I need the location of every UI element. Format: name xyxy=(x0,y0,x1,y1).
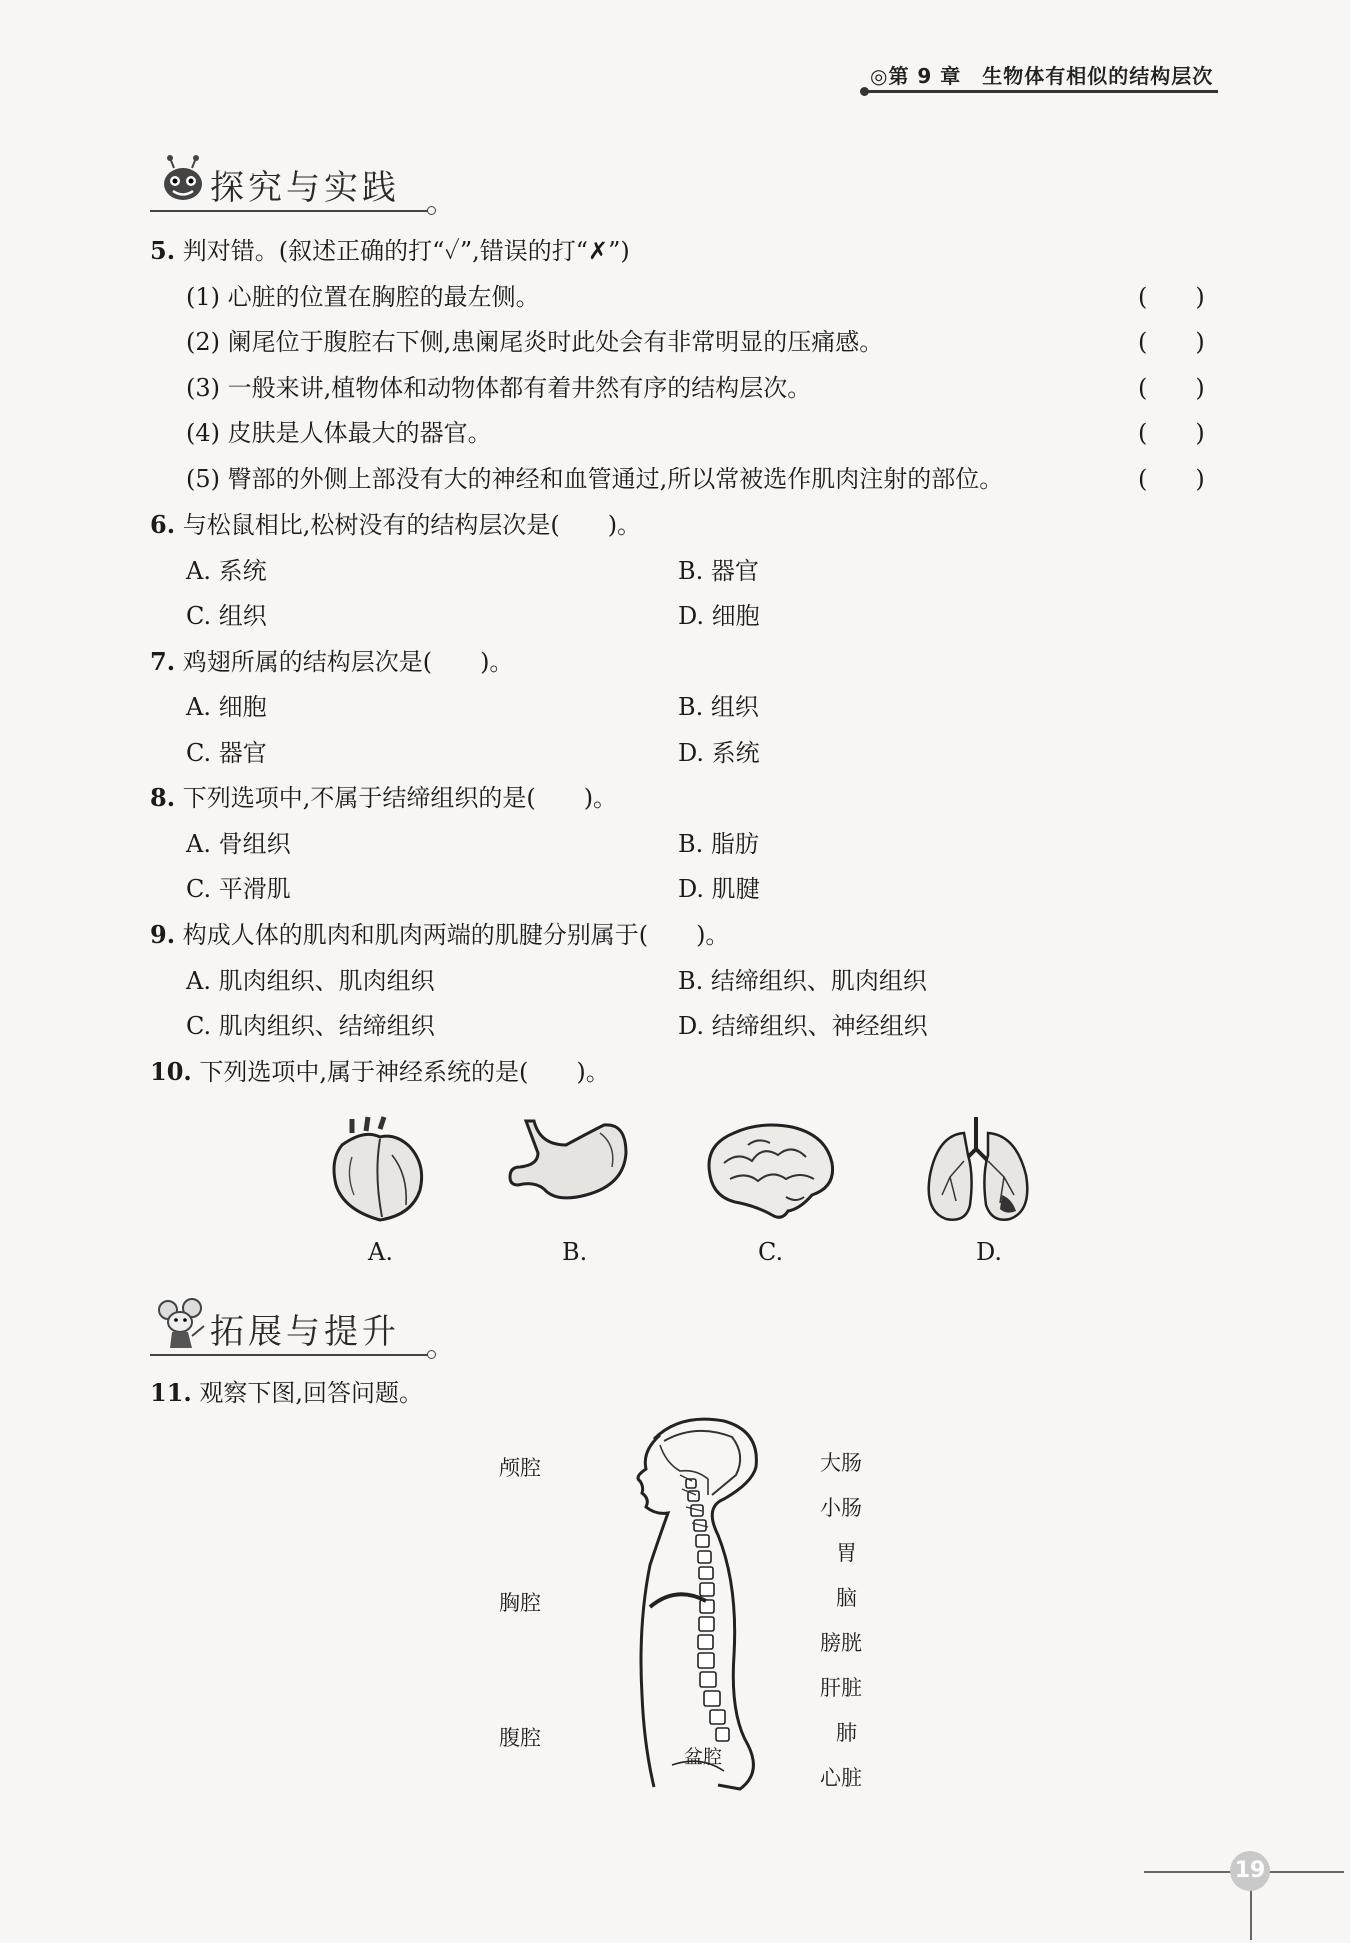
chapter-header: ◎第 9 章 生物体有相似的结构层次 xyxy=(870,64,1214,88)
section-rule xyxy=(150,210,428,212)
organ-label-a: A. xyxy=(368,1238,393,1266)
q5-answer-2[interactable]: ( ) xyxy=(1138,328,1205,356)
q5-answer-3[interactable]: ( ) xyxy=(1138,374,1205,402)
organ-option-lungs[interactable]: 肺 xyxy=(836,1721,857,1745)
q5-answer-5[interactable]: ( ) xyxy=(1138,465,1205,493)
page-number: 19 xyxy=(1230,1851,1270,1891)
q6-option-a[interactable]: A. 系统 xyxy=(186,557,267,585)
stomach-icon[interactable] xyxy=(504,1115,630,1215)
label-pelvic-cavity: 盆腔 xyxy=(684,1746,723,1768)
q7-option-b[interactable]: B. 组织 xyxy=(678,693,759,721)
q11-stem xyxy=(150,1378,423,1408)
q5-item-3: (3) 一般来讲,植物体和动物体都有着井然有序的结构层次。 xyxy=(186,374,812,402)
section-title-explore: 探究与实践 xyxy=(210,168,400,208)
q7-option-a[interactable]: A. 细胞 xyxy=(186,693,267,721)
q5-answer-1[interactable]: ( ) xyxy=(1138,283,1205,311)
heart-icon[interactable] xyxy=(322,1115,428,1225)
section-banner-extend xyxy=(150,1294,450,1364)
q9-option-d[interactable]: D. 结缔组织、神经组织 xyxy=(678,1012,928,1040)
q10-text: 下列选项中,属于神经系统的是( )。 xyxy=(199,1058,610,1086)
q8-option-a[interactable]: A. 骨组织 xyxy=(186,830,291,858)
q8-number: 8. xyxy=(150,783,176,812)
q6-option-b[interactable]: B. 器官 xyxy=(678,557,759,585)
q5-item-5: (5) 臀部的外侧上部没有大的神经和血管通过,所以常被选作肌肉注射的部位。 xyxy=(186,465,1004,493)
q9-option-b[interactable]: B. 结缔组织、肌肉组织 xyxy=(678,967,927,995)
q9-option-a[interactable]: A. 肌肉组织、肌肉组织 xyxy=(186,967,435,995)
q5-text: 判对错。(叙述正确的打“✓”,错误的打“✗”) xyxy=(182,237,630,265)
q10-stem xyxy=(150,1057,610,1087)
q7-number: 7. xyxy=(150,647,176,676)
q7-option-c[interactable]: C. 器官 xyxy=(186,739,267,767)
label-abdominal-cavity: 腹腔 xyxy=(499,1726,541,1750)
body-cavity-figure xyxy=(620,1415,770,1795)
brain-icon[interactable] xyxy=(700,1115,840,1225)
q6-option-d[interactable]: D. 细胞 xyxy=(678,602,760,630)
q8-option-b[interactable]: B. 脂肪 xyxy=(678,830,759,858)
q8-option-d[interactable]: D. 肌腱 xyxy=(678,875,760,903)
organ-option-liver[interactable]: 肝脏 xyxy=(820,1676,862,1700)
organ-label-b: B. xyxy=(562,1238,588,1266)
organ-option-stomach[interactable]: 胃 xyxy=(836,1541,857,1565)
q5-stem xyxy=(150,236,630,266)
organ-label-d: D. xyxy=(976,1238,1003,1266)
q7-option-d[interactable]: D. 系统 xyxy=(678,739,760,767)
q11-number: 11. xyxy=(150,1378,192,1407)
label-thoracic-cavity: 胸腔 xyxy=(499,1591,541,1615)
q7-text: 鸡翅所属的结构层次是( )。 xyxy=(182,648,514,676)
q6-number: 6. xyxy=(150,510,176,539)
q9-text: 构成人体的肌肉和肌肉两端的肌腱分别属于( )。 xyxy=(182,921,730,949)
q9-stem xyxy=(150,920,729,950)
q5-item-1: (1) 心脏的位置在胸腔的最左侧。 xyxy=(186,283,540,311)
mouse-mascot-icon xyxy=(158,1298,208,1352)
q5-answer-4[interactable]: ( ) xyxy=(1138,419,1205,447)
section-title-extend: 拓展与提升 xyxy=(210,1312,400,1352)
label-cranial-cavity: 颅腔 xyxy=(499,1456,541,1480)
organ-option-bladder[interactable]: 膀胱 xyxy=(820,1631,862,1655)
organ-option-heart[interactable]: 心脏 xyxy=(820,1766,862,1790)
q5-number: 5. xyxy=(150,236,176,265)
q5-item-2: (2) 阑尾位于腹腔右下侧,患阑尾炎时此处会有非常明显的压痛感。 xyxy=(186,328,884,356)
header-rule xyxy=(866,90,1218,93)
q6-stem xyxy=(150,510,641,540)
mascot-icon xyxy=(158,154,208,208)
section-banner-explore xyxy=(150,150,450,220)
organ-label-c: C. xyxy=(758,1238,784,1266)
q8-text: 下列选项中,不属于结缔组织的是( )。 xyxy=(182,784,618,812)
organ-option-brain[interactable]: 脑 xyxy=(836,1586,857,1610)
organ-option-large-intestine[interactable]: 大肠 xyxy=(820,1451,862,1475)
q6-text: 与松鼠相比,松树没有的结构层次是( )。 xyxy=(182,511,642,539)
organ-option-small-intestine[interactable]: 小肠 xyxy=(820,1496,862,1520)
q9-number: 9. xyxy=(150,920,176,949)
q10-number: 10. xyxy=(150,1057,192,1086)
q8-option-c[interactable]: C. 平滑肌 xyxy=(186,875,291,903)
lungs-icon[interactable] xyxy=(920,1115,1040,1225)
q6-option-c[interactable]: C. 组织 xyxy=(186,602,267,630)
q8-stem xyxy=(150,783,617,813)
section-rule xyxy=(150,1354,428,1356)
q5-item-4: (4) 皮肤是人体最大的器官。 xyxy=(186,419,492,447)
q7-stem xyxy=(150,647,513,677)
q11-text: 观察下图,回答问题。 xyxy=(199,1379,424,1407)
q9-option-c[interactable]: C. 肌肉组织、结缔组织 xyxy=(186,1012,435,1040)
